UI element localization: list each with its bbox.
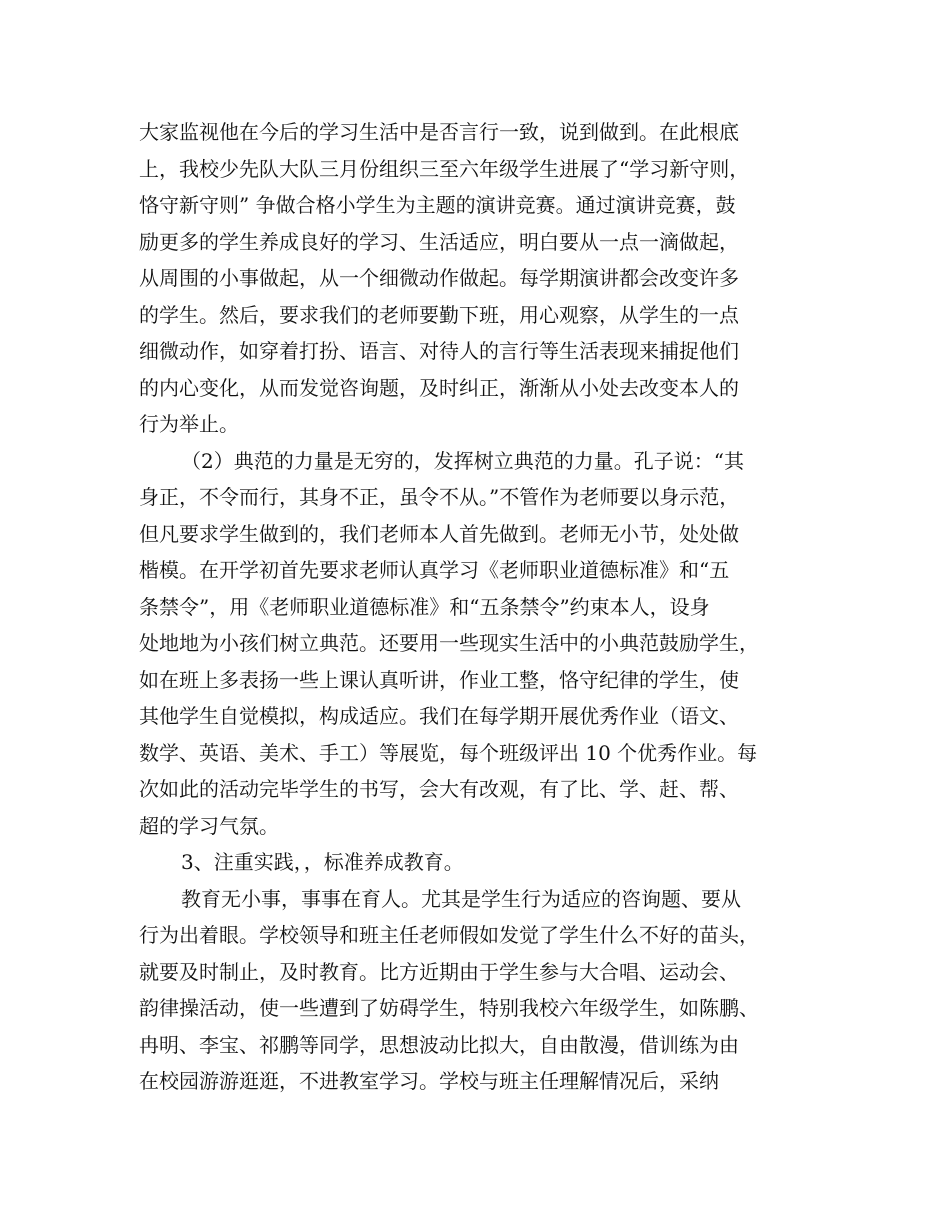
- text-line: 的内心变化，从而发觉咨询题，及时纠正，渐渐从小处去改变本人的: [139, 375, 739, 400]
- text-line: 楷模。在开学初首先要求老师认真学习《老师职业道德标准》和“五: [139, 558, 730, 582]
- text-line: 次如此的活动完毕学生的书写，会大有改观，有了比、学、赶、帮、: [139, 777, 739, 801]
- text-line: 在校园游游逛逛，不进教室学习。学校与班主任理解情况后，采纳: [139, 1069, 719, 1093]
- text-line: 励更多的学生养成良好的学习、生活适应，明白要从一点一滴做起，: [139, 229, 739, 254]
- text-line: 冉明、李宝、祁鹏等同学，思想波动比拟大，自由散漫，借训练为由: [139, 1032, 739, 1057]
- text-line: 条禁令”，用《老师职业道德标准》和“五条禁令”约束本人，设身: [139, 594, 710, 619]
- text-line: 其他学生自觉模拟，构成适应。我们在每学期开展优秀作业（语文、: [139, 704, 739, 728]
- text-line: 就要及时制止，及时教育。比方近期由于学生参与大合唱、运动会、: [139, 959, 739, 984]
- paragraph: [139, 114, 819, 443]
- text-line: 的学生。然后，要求我们的老师要勤下班，用心观察，从学生的一点: [139, 302, 739, 327]
- paragraph: [139, 443, 819, 845]
- text-line: 从周围的小事做起，从一个细微动作做起。每学期演讲都会改变许多: [139, 266, 739, 290]
- text-line: 行为出着眼。学校领导和班主任老师假如发觉了学生什么不好的苗头，: [139, 923, 759, 947]
- text-line: 恪守新守则” 争做合格小学生为主题的演讲竞赛。通过演讲竞赛，鼓: [139, 193, 736, 217]
- text-line: 韵律操活动，使一些遭到了妨碍学生，特别我校六年级学生，如陈鹏、: [139, 996, 759, 1020]
- paragraph: [139, 844, 819, 881]
- text-line: 数学、英语、美术、手工）等展览，每个班级评出 10 个优秀作业。每: [139, 740, 758, 765]
- text-line: 细微动作，如穿着打扮、语言、对待人的言行等生活表现来捕捉他们: [139, 339, 739, 363]
- text-line: 行为举止。: [139, 412, 239, 436]
- text-line: 3、注重实践，，标准养成教育。: [181, 850, 464, 874]
- text-line: 处地地为小孩们树立典范。还要用一些现实生活中的小典范鼓励学生，: [139, 631, 759, 655]
- text-line: 大家监视他在今后的学习生活中是否言行一致，说到做到。在此根底: [139, 120, 739, 144]
- paragraph: [139, 881, 819, 1100]
- text-line: 超的学习气氛。: [139, 813, 279, 838]
- text-line: （2）典范的力量是无穷的，发挥树立典范的力量。孔子说：“其: [181, 448, 744, 473]
- text-line: 教育无小事，事事在育人。尤其是学生行为适应的咨询题、要从: [181, 886, 741, 911]
- text-line: 如在班上多表扬一些上课认真听讲，作业工整，恪守纪律的学生，使: [139, 667, 739, 692]
- text-line: 上，我校少先队大队三月份组织三至六年级学生进展了“学习新守则，: [139, 156, 750, 181]
- text-line: 身正，不令而行，其身不正，虽令不从。”不管作为老师要以身示范，: [139, 485, 740, 509]
- document-body: [139, 114, 819, 1100]
- text-line: 但凡要求学生做到的，我们老师本人首先做到。老师无小节，处处做: [139, 521, 739, 546]
